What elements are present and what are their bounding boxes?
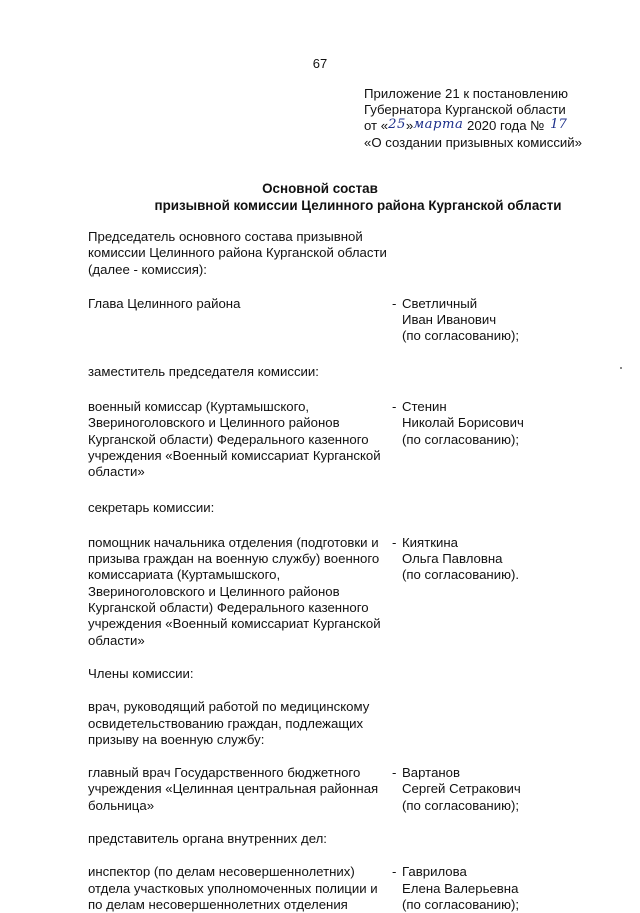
member-row [88, 535, 548, 649]
chairman-heading: Председатель основного состава призывной комиссии Целинного района Курганской области (далее - комиссия): [88, 229, 387, 277]
police-heading: представитель органа внутренних дел: [88, 831, 327, 847]
member-given-name: Сергей Сетракович [402, 781, 521, 797]
appendix-line-2: Губернатора Курганской области [364, 102, 566, 117]
member-note: (по согласованию). [402, 567, 520, 583]
member-name [392, 296, 548, 345]
dash: - [392, 295, 397, 311]
member-row [88, 399, 548, 480]
member-surname: Вартанов [402, 765, 461, 781]
members-heading: Члены комиссии: [88, 665, 194, 681]
handwritten-month: марта [413, 117, 464, 132]
member-surname: Светличный [402, 295, 478, 311]
handwritten-number: 17 [550, 117, 567, 132]
member-note: (по согласованию); [402, 896, 520, 912]
scan-speck [620, 367, 622, 369]
document-title [0, 180, 640, 214]
page-number: 67 [312, 56, 328, 71]
dash: - [392, 765, 397, 781]
member-surname: Кияткина [402, 534, 458, 550]
member-given-name: Ольга Павловна [402, 551, 503, 567]
member-position: инспектор (по делам несовершеннолетних) отдела участковых уполномоченных полиции и по делам несовершеннолетних отделения [88, 864, 378, 912]
member-given-name: Николай Борисович [402, 415, 524, 431]
date-quote: » [405, 118, 414, 133]
member-row [88, 864, 548, 913]
title-line-1: Основной состав [262, 181, 378, 196]
member-given-name: Елена Валерьевна [402, 880, 519, 896]
member-position: главный врач Государственного бюджетного учреждения «Целинная центральная районная больница» [88, 765, 379, 813]
member-surname: Стенин [402, 399, 447, 415]
member-surname: Гаврилова [402, 864, 467, 880]
dash: - [392, 864, 397, 880]
member-note: (по согласованию); [402, 431, 520, 447]
member-row [88, 765, 548, 814]
appendix-line-1: Приложение 21 к постановлению [364, 86, 568, 101]
member-given-name: Иван Иванович [402, 312, 497, 328]
appendix-line-3 [364, 118, 582, 135]
handwritten-day: 25 [388, 117, 406, 132]
commission-list [88, 229, 548, 913]
member-position: военный комиссар (Куртамышского, Звериноголовского и Целинного районов Курганской области) Федерального казенного учреждения «Военный комиссариат Курганской области» [88, 399, 381, 480]
doctor-heading: врач, руководящий работой по медицинскому освидетельствованию граждан, подлежащих призыву на военную службу: [88, 699, 370, 747]
deputy-heading: заместитель председателя комиссии: [88, 363, 319, 379]
title-line-2: призывной комиссии Целинного района Курганской области [154, 198, 562, 213]
dash: - [392, 534, 397, 550]
date-year: 2020 года № [463, 118, 549, 133]
member-name [392, 399, 548, 448]
member-position: Глава Целинного района [88, 295, 241, 311]
appendix-line-4: «О создании призывных комиссий» [364, 135, 582, 150]
member-note: (по согласованию); [402, 797, 520, 813]
dash: - [392, 399, 397, 415]
member-name [392, 864, 548, 913]
member-name [392, 535, 548, 584]
member-note: (по согласованию); [402, 328, 520, 344]
appendix-header [364, 86, 582, 151]
member-position: помощник начальника отделения (подготовки и призыва граждан на военную службу) военного комиссариата (Куртамышского, Звериноголовского и Целинного районов Курганской области) Федерального казенного учреждения «Военный комиссариат Курганской области» [88, 534, 381, 648]
member-row [88, 296, 548, 345]
date-prefix: от « [364, 118, 389, 133]
secretary-heading: секретарь комиссии: [88, 499, 215, 515]
member-name [392, 765, 548, 814]
